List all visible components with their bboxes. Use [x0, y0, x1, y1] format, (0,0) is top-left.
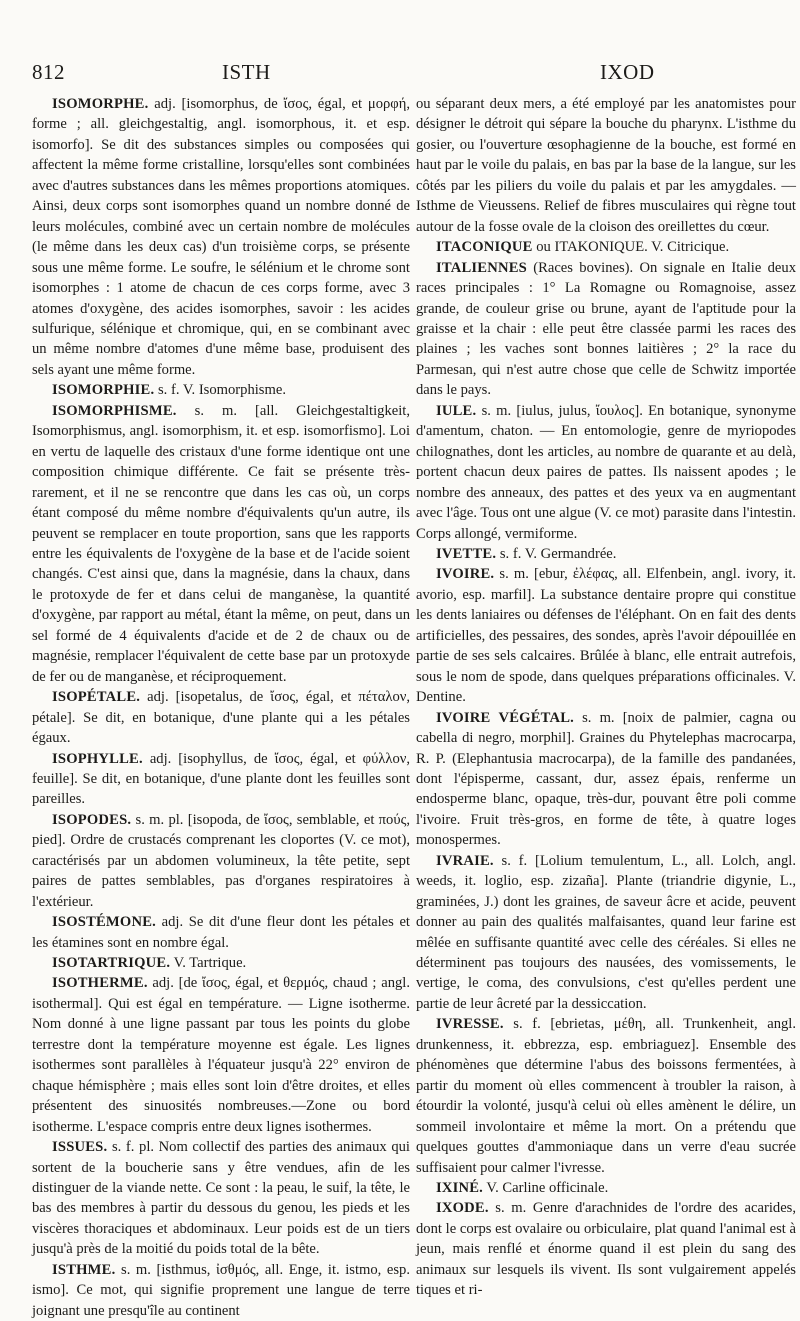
entry — [416, 1178, 796, 1198]
entry-headword: ISOMORPHISME. — [52, 402, 177, 419]
entry-text: ou séparant deux mers, a été employé par les anatomistes pour désigner le détroit qui sépare la bouche du pharynx. L'isthme du gosier, ou l'ouverture œsophagienne de la bouche, est formé en haut par le voile du palais, en bas par la base de la langue, sur les côtés par les piliers du voile du palais et par les amygdales. — Isthme de Vieussens. Relief de fibres musculaires qui règne tout autour de la fosse ovale de la cloison des oreillettes du cœur. — [416, 96, 796, 235]
entry-headword: ISOSTÉMONE. — [52, 914, 156, 931]
entry-text: s. f. V. Isomorphisme. — [154, 382, 286, 399]
entry-text: s. m. Genre d'arachnides de l'ordre des acarides, dont le corps est ovalaire ou orbiculaire, plat quand l'animal est à jeun, mais renflé et énorme quand il est plein du sang des animaux sur lesquels ils vivent. Ils sont vulgairement appelés tiques et ri- — [416, 1200, 796, 1299]
entry-text: V. Carline officinale. — [483, 1180, 609, 1197]
entry — [32, 380, 410, 400]
entry-headword: ITALIENNES — [436, 259, 527, 276]
entry — [32, 94, 410, 380]
entry-text: s. m. [all. Gleichgestaltigkeit, Isomorphismus, angl. isomorphism, it. et esp. isomorfismo]. Loi en vertu de laquelle des cristaux d'une forme identique ont une composition chimique différente. Ce fait se présente très-rarement, et il ne se rencontre que dans les cas où, un corps étant composé du même nombre d'équivalents qu'un autre, ils peuvent se remplacer en toute proportion, sans que les rapports entre les équivalents de l'oxygène de la base et de l'acide soient changés. C'est ainsi que, dans la magnésie, dans la chaux, dans le protoxyde de fer et dans celui de manganèse, la quantité d'oxygène, par rapport au métal, étant la même, on peut, dans un sel formé de 4 équivalents d'acide et de 2 de chaux ou de magnésie, remplacer l'équivalent de cette base par un protoxyde de fer ou de manganèse, et réciproquement. — [32, 402, 410, 685]
entry-continuation — [416, 94, 796, 237]
entry-headword: IXINÉ. — [436, 1180, 484, 1197]
right-column — [416, 94, 796, 1308]
entry-headword: ISSUES. — [52, 1139, 108, 1156]
entry-text: s. f. V. Germandrée. — [496, 545, 617, 562]
page-number: 812 — [32, 60, 65, 84]
entry — [32, 912, 410, 953]
entry-headword: IVRAIE. — [436, 852, 494, 869]
entry-text: s. m. pl. [isopoda, de ἴσος, semblable, et πούς, pied]. Ordre de crustacés comprenant les cloportes (V. ce mot), caractérisés par un abdomen volumineux, la tête petite, sept paires de pattes semblables, pas d'organes respiratoires à l'extérieur. — [32, 811, 410, 910]
entry — [416, 401, 796, 544]
left-column — [32, 94, 410, 1319]
entry — [416, 708, 796, 851]
entry-headword: ITACONIQUE — [436, 239, 533, 256]
entry-text: V. Tartrique. — [170, 955, 247, 972]
entry-headword: IULE. — [436, 402, 477, 419]
entry-text: adj. [isomorphus, de ἴσος, égal, et μορφή, forme ; all. gleichgestaltig, angl. isomorphous, it. et esp. isomorfo]. Se dit des substances simples ou composées qui affectent la même forme cristalline, lorsqu'elles sont combinées avec d'autres substances dans les mêmes proportions atomiques. Ainsi, deux corps sont isomorphes quand un nombre donné de leurs molécules, combiné avec un certain nombre de molécules (le même dans les deux cas) d'un troisième corps, se présente sous une même forme. Le soufre, le sélénium et le chrome sont isomorphes : 1 atome de chacun de ces corps forme, avec 3 atomes d'oxygène, des acides isomorphes, savoir : les acides sulfurique, sélénique et chromique, qui, en se combinant avec un même nombre d'atomes d'une même base, produisent des sels ayant une même forme. — [32, 96, 410, 378]
entry-headword: IVRESSE. — [436, 1016, 504, 1033]
entry-text: s. f. pl. Nom collectif des parties des animaux qui sortent de la boucherie sans y être vendues, afin de les distinguer de la viande nette. Ce sont : la peau, le suif, la tête, le bas des membres à partir du dessous du genou, les pieds et les viscères thoraciques et abdominaux. Leur poids est de un tiers jusqu'à près de la moitié du poids total de la bête. — [32, 1139, 410, 1258]
entry-text: s. f. [ebrietas, μέθη, all. Trunkenheit, angl. drunkenness, it. ebbrezza, esp. embriaguez]. Ensemble des phénomènes que détermine l'abus des boissons fermentées, à partir du moment où elles commencent à troubler la raison, à étourdir la volonté, jusqu'à celui où elles amènent le délire, un sommeil involontaire et même la mort. On a prétendu que quelques gouttes d'ammoniaque dans un verre d'eau sucrée suffisaient pour calmer l'ivresse. — [416, 1016, 796, 1176]
entry-text: adj. [isopetalus, de ἴσος, égal, et πέταλον, pétale]. Se dit, en botanique, d'une plante qui a les pétales égaux. — [32, 689, 410, 747]
entry — [32, 401, 410, 687]
entry — [416, 1198, 796, 1300]
running-header — [32, 60, 786, 88]
entry-headword: IVETTE. — [436, 545, 497, 562]
entry-text: s. m. [isthmus, ἰσθμός, all. Enge, it. istmo, esp. ismo]. Ce mot, qui signifie proprement une langue de terre joignant une presqu'île au continent — [32, 1261, 410, 1319]
entry-text: ou ITAKONIQUE. V. Citricique. — [532, 239, 730, 256]
entry — [416, 258, 796, 401]
entry — [416, 851, 796, 1015]
entry-headword: ISTHME. — [52, 1261, 116, 1278]
entry — [416, 237, 796, 257]
entry-text: s. m. [ebur, ἐλέφας, all. Elfenbein, angl. ivory, it. avorio, esp. marfil]. La substance dentaire propre qui constitue les dents laniaires ou défenses de l'éléphant. On en fait des dents artificielles, des pessaires, des sondes, après l'avoir dépouillée en partie de ses sels calcaires. Brûlée à blanc, elle entrait autrefois, sous le nom de spode, dans quelques préparations officinales. V. Dentine. — [416, 566, 796, 706]
entry-headword: ISOPÉTALE. — [52, 689, 141, 706]
entry-text: s. f. [Lolium temulentum, L., all. Lolch, angl. weeds, it. loglio, esp. zizaña]. Plante (triandrie digynie, L., graminées, J.) dont les graines, de saveur âcre et acide, peuvent donner au pain des qualités malfaisantes, quand leur farine est mêlée en suffisante quantité avec celle des céréales. Si elles ne déterminent pas toujours des nausées, des vomissements, le vertige, le coma, des convulsions, c'est qu'elles perdent une partie de leur âcreté par la dessiccation. — [416, 852, 796, 1012]
entry-headword: ISOTHERME. — [52, 975, 148, 992]
entry-headword: ISOPHYLLE. — [52, 750, 143, 767]
entry — [32, 1137, 410, 1260]
entry-text: adj. [isophyllus, de ἴσος, égal, et φύλλον, feuille]. Se dit, en botanique, d'une plante dont les feuilles sont pareilles. — [32, 750, 410, 808]
left-running-head: ISTH — [222, 60, 271, 84]
entry-text: adj. Se dit d'une fleur dont les pétales et les étamines sont en nombre égal. — [32, 914, 410, 951]
entry — [32, 810, 410, 912]
right-running-head: IXOD — [600, 60, 655, 84]
entry-text: (Races bovines). On signale en Italie deux races principales : 1° La Romagne ou Romagnoise, assez grande, de couleur grise ou brune, ayant de l'aptitude pour la graisse et la chair : elle peut être classée parmi les races des plaines ; les vaches sont bonnes laitières ; 2° la race du Parmesan, qui n'est autre chose que celle de Schwitz importée dans le pays. — [416, 259, 796, 399]
entry-headword: ISOPODES. — [52, 811, 132, 828]
entry — [32, 973, 410, 1137]
entry — [32, 687, 410, 748]
entry-headword: ISOMORPHE. — [52, 96, 149, 112]
entry — [416, 544, 796, 564]
entry — [32, 749, 410, 810]
entry-text: s. m. [noix de palmier, cagna ou cabella di negro, morphil]. Graines du Phytelephas macrocarpa, R. P. (Elephantusia macrocarpa), de la famille des pandanées, dont l'épisperme, cassant, dur, assez épais, renferme un endosperme blanc, opaque, très-dur, pouvant être poli comme l'ivoire. Fruit très-gros, en forme de tête, à quatre loges monospermes. — [416, 709, 796, 849]
entry — [416, 1014, 796, 1178]
entry-headword: ISOMORPHIE. — [52, 382, 155, 399]
entry — [32, 1260, 410, 1321]
entry — [416, 564, 796, 707]
entry-text: s. m. [iulus, julus, ἴουλος]. En botanique, synonyme d'amentum, chaton. — En entomologie, genre de myriopodes chilognathes, dont les articles, au nombre de quarante et au delà, portent chacun deux paires de pattes. Ils naissent apodes ; le nombre des anneaux, des pattes et des yeux va en augmentant avec l'âge. Tous ont une algue (V. ce mot) parasite dans l'intestin. Corps allongé, vermiforme. — [416, 402, 796, 542]
entry-text: adj. [de ἴσος, égal, et θερμός, chaud ; angl. isothermal]. Qui est égal en température. — Ligne isotherme. Nom donné à une ligne passant par tous les points du globe terrestre dont la température moyenne est égale. Les lignes isothermes sont parallèles à l'équateur jusqu'à 22° environ de chaque hémisphère ; mais elles sont loin d'être droites, et elles présentent des sinuosités nombreuses.—Zone ou bord isotherme. L'espace compris entre deux lignes isothermes. — [32, 975, 410, 1135]
entry-headword: IXODE. — [436, 1200, 489, 1217]
entry-headword: IVOIRE. — [436, 566, 495, 583]
entry — [32, 953, 410, 973]
entry-headword: IVOIRE VÉGÉTAL. — [436, 709, 575, 726]
entry-headword: ISOTARTRIQUE. — [52, 955, 171, 972]
